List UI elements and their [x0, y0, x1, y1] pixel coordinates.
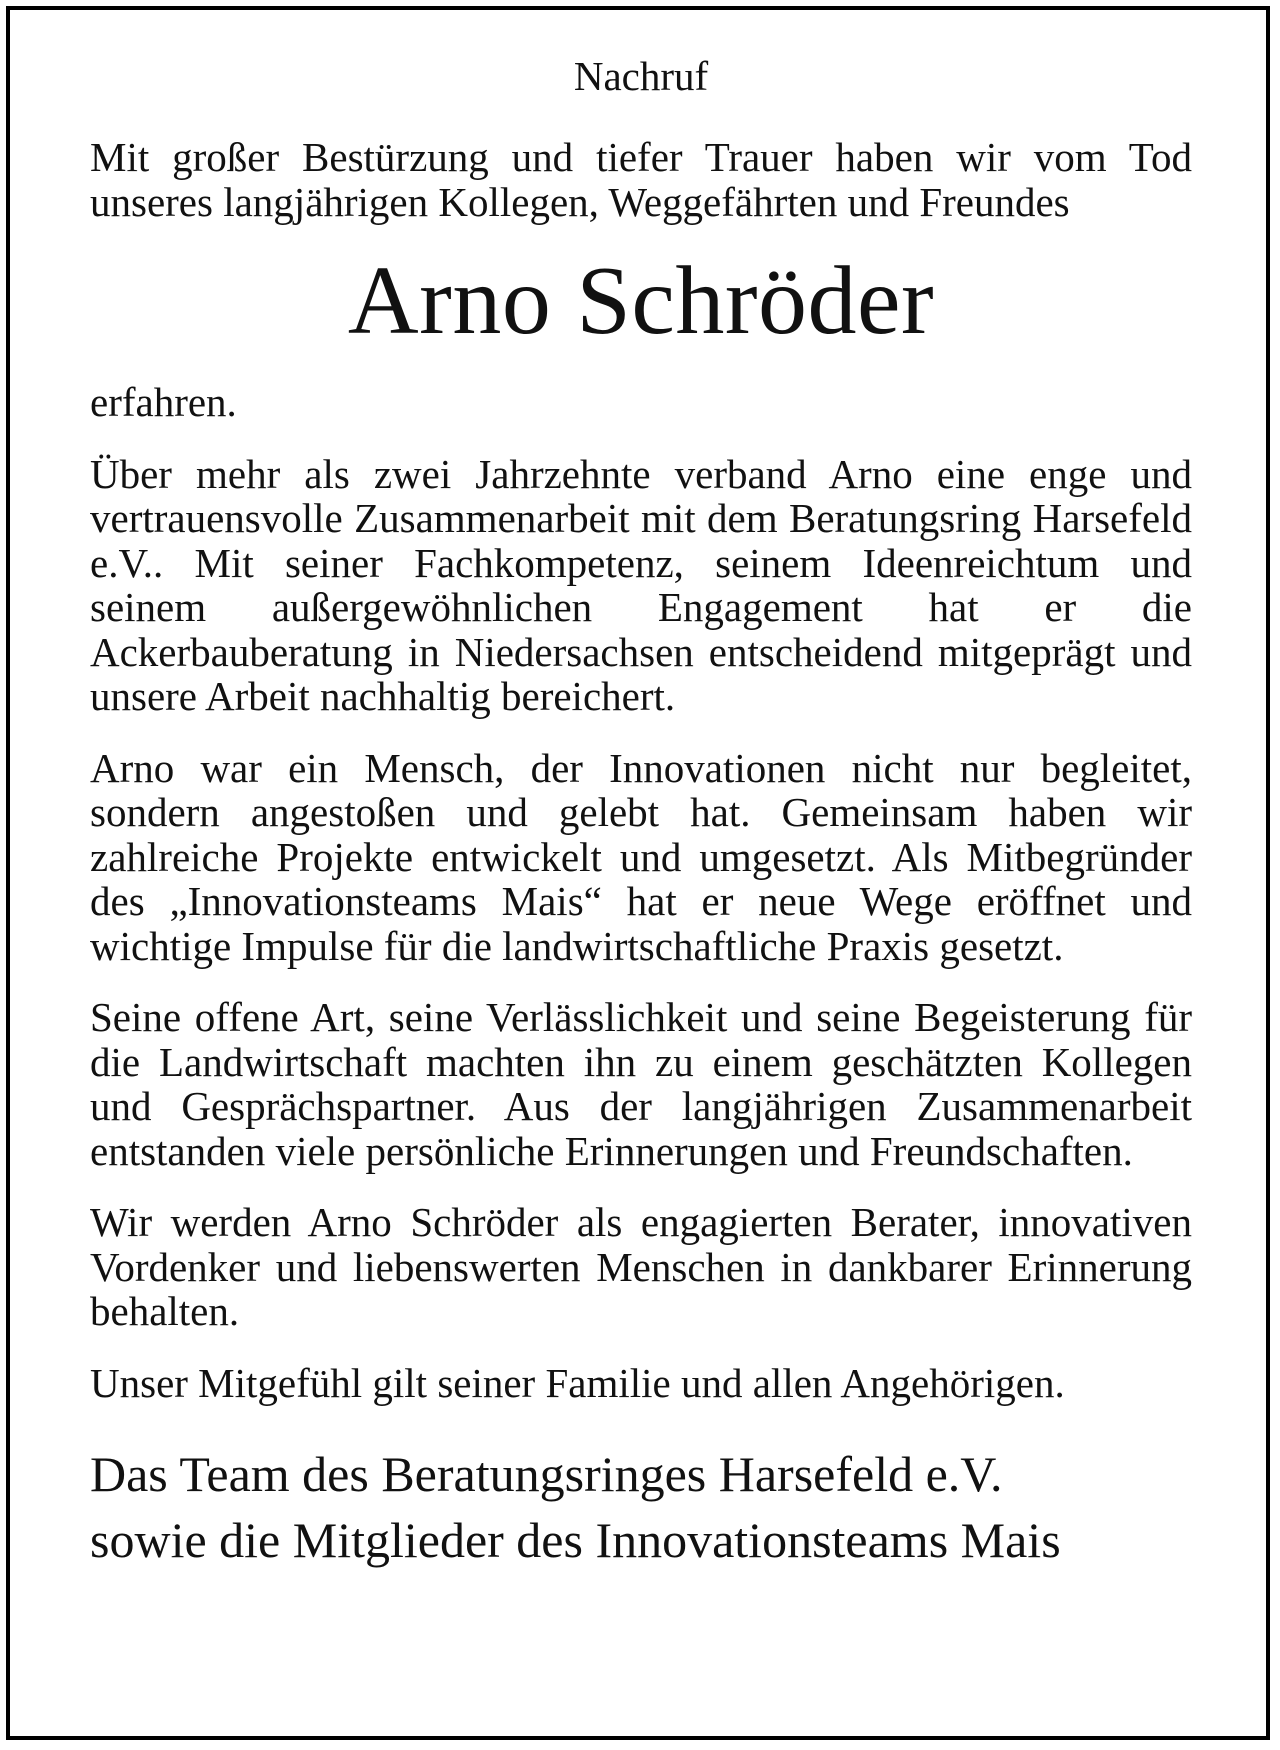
obituary-frame: [6, 6, 1270, 1740]
intro-text: Mit großer Bestürzung und tiefer Trauer haben wir vom Tod unseres langjährigen Kollegen, Weggefährten und Freundes: [90, 134, 1192, 225]
paragraph-innovation: Arno war ein Mensch, der Innovationen nicht nur begleitet, sondern angestoßen und gelebt hat. Gemeinsam haben wir zahlreiche Projekte entwickelt und umgesetzt. Als Mitbegründer des „Innovationsteams Mais“ hat er neue Wege eröffnet und wichtige Impulse für die landwirtschaftliche Praxis gesetzt.: [90, 744, 1192, 969]
signature-block: [90, 1441, 1192, 1573]
paragraph-personality: Seine offene Art, seine Verlässlichkeit und seine Begeisterung für die Landwirtschaft machten ihn zu einem geschätzten Kollegen und Gesprächspartner. Aus der langjährigen Zusammenarbeit entstanden viele persönliche Erinnerungen und Freundschaften.: [90, 994, 1192, 1174]
notice-heading: Nachruf: [573, 53, 709, 99]
after-name-text: erfahren.: [90, 379, 237, 426]
paragraph-career: Über mehr als zwei Jahrzehnte verband Arno eine enge und vertrauensvolle Zusammenarbeit mit dem Beratungsring Harsefeld e.V.. Mit seiner Fachkompetenz, seinem Ideenreichtum und seinem außergewöhnlichen Engagement hat er die Ackerbauberatung in Niedersachsen entscheidend mitgeprägt und unsere Arbeit nachhaltig bereichert.: [90, 450, 1192, 720]
signature-line: sowie die Mitglieder des Innovationsteams Mais: [90, 1512, 1061, 1569]
obituary-content: [90, 46, 1192, 1573]
paragraph-remembrance: Wir werden Arno Schröder als engagierten Berater, innovativen Vordenker und liebenswerten Menschen in dankbarer Erinnerung behalten.: [90, 1199, 1192, 1335]
signature-line: Das Team des Beratungsringes Harsefeld e.V.: [90, 1446, 1003, 1503]
paragraph-condolence: Unser Mitgefühl gilt seiner Familie und allen Angehörigen.: [90, 1359, 1065, 1406]
deceased-name: Arno Schröder: [347, 247, 935, 356]
